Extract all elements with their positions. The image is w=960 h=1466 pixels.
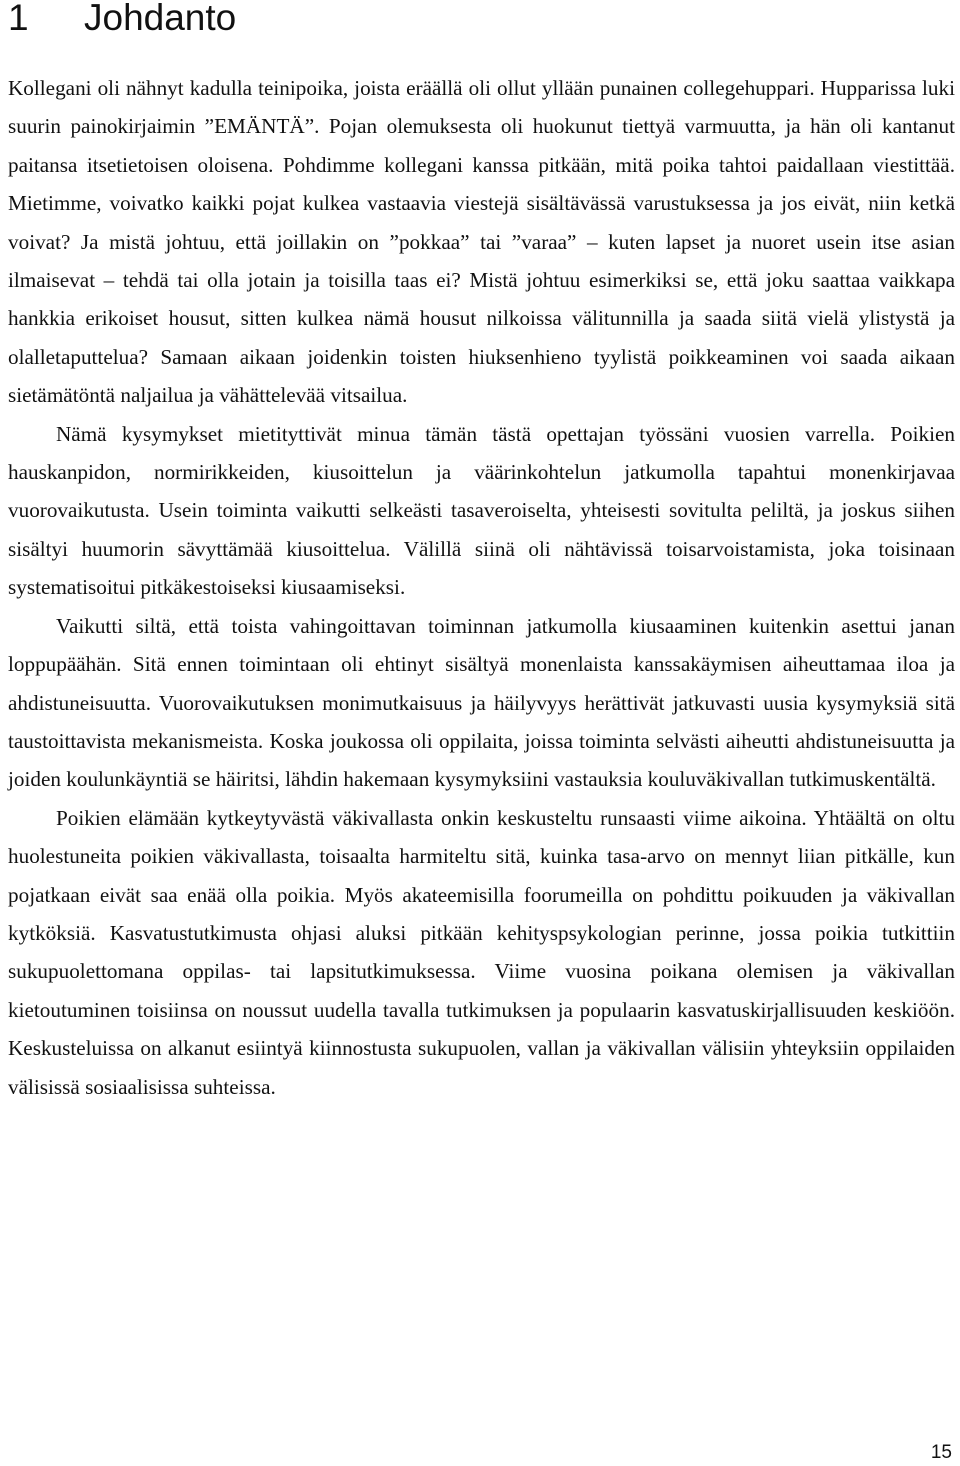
chapter-heading (8, 0, 236, 40)
paragraph: Kollegani oli nähnyt kadulla teinipoika, joista eräällä oli ollut yllään punainen collegehuppari. Hupparissa luki suurin painokirjaimin ”EMÄNTÄ”. Pojan olemuksesta oli huokunut tiettyä varmuutta, ja hän oli kantanut paitansa itsetietoisen oloisena. Pohdimme kollegani kanssa pitkään, mitä poika tahtoi paidallaan viestittää. Mietimme, voivatko kaikki pojat kulkea vastaavia viestejä sisältävässä varustuksessa ja jos eivät, niin ketkä voivat? Ja mistä johtuu, että joillakin on ”pokkaa” tai ”varaa” – kuten lapset ja nuoret usein itse asian ilmaisevat – tehdä tai olla jotain ja toisilla taas ei? Mistä johtuu esimerkiksi se, että joku saattaa vaikkapa hankkia erikoiset housut, sitten kulkea nämä housut nilkoissa välitunnilla ja saada siitä vielä ylistystä ja olalletaputtelua? Samaan aikaan joidenkin toisten hiuksenhieno tyylistä poikkeaminen voi saada aikaan sietämätöntä naljailua ja vähättelevää vitsailua. (8, 76, 955, 408)
paragraph: Vaikutti siltä, että toista vahingoittavan toiminnan jatkumolla kiusaaminen kuitenkin asettui janan loppupäähän. Sitä ennen toimintaan oli ehtinyt sisältyä monenlaista kanssakäymisen aiheuttamaa iloa ja ahdistuneisuutta. Vuorovaikutuksen monimutkaisuus ja häilyvyys herättivät jatkuvasti uusia kysymyksiä sitä taustoittavista mekanismeista. Koska joukossa oli oppilaita, joissa toiminta selvästi aiheutti ahdistuneisuutta ja joiden koulunkäyntiä se häiritsi, lähdin hakemaan kysymyksiini vastauksia kouluväkivallan tutkimuskentältä. (8, 613, 955, 792)
chapter-number: 1 (8, 0, 29, 38)
chapter-title: Johdanto (84, 0, 237, 38)
page-number: 15 (930, 1442, 952, 1463)
paragraph: Nämä kysymykset mietityttivät minua tämän tästä opettajan työssäni vuosien varrella. Poikien hauskanpidon, normirikkeiden, kiusoittelun ja väärinkohtelun jatkumolla tapahtui monenkirjavaa vuorovaikutusta. Usein toiminta vaikutti selkeästi tasaveroiselta, yhteisesti sovitulta peliltä, ja joskus siihen sisältyi huumorin sävyttämää kiusoittelua. Välillä siinä oli nähtävissä toisarvoistamista, joka toisinaan systematisoitui pitkäkestoiseksi kiusaamiseksi. (8, 421, 955, 600)
body-text (8, 69, 955, 1106)
paragraph: Poikien elämään kytkeytyvästä väkivallasta onkin keskusteltu runsaasti viime aikoina. Yhtäältä on oltu huolestuneita poikien väkivallasta, toisaalta harmiteltu sitä, kuinka tasa-arvo on mennyt liian pitkälle, kun pojatkaan eivät saa enää olla poikia. Myös akateemisilla foorumeilla on pohdittu poikuuden ja väkivallan kytköksiä. Kasvatustutkimusta ohjasi aluksi pitkään kehityspsykologian perinne, jossa poikia tutkittiin sukupuolettomana oppilas- tai lapsitutkimuksessa. Viime vuosina poikana olemisen ja väkivallan kietoutuminen toisiinsa on noussut uudella tavalla tutkimuksen ja populaarin kasvatuskirjallisuuden keskiöön. Keskusteluissa on alkanut esiintyä kiinnostusta sukupuolen, vallan ja väkivallan välisiin yhteyksiin oppilaiden välisissä sosiaalisissa suhteissa. (8, 805, 955, 1099)
